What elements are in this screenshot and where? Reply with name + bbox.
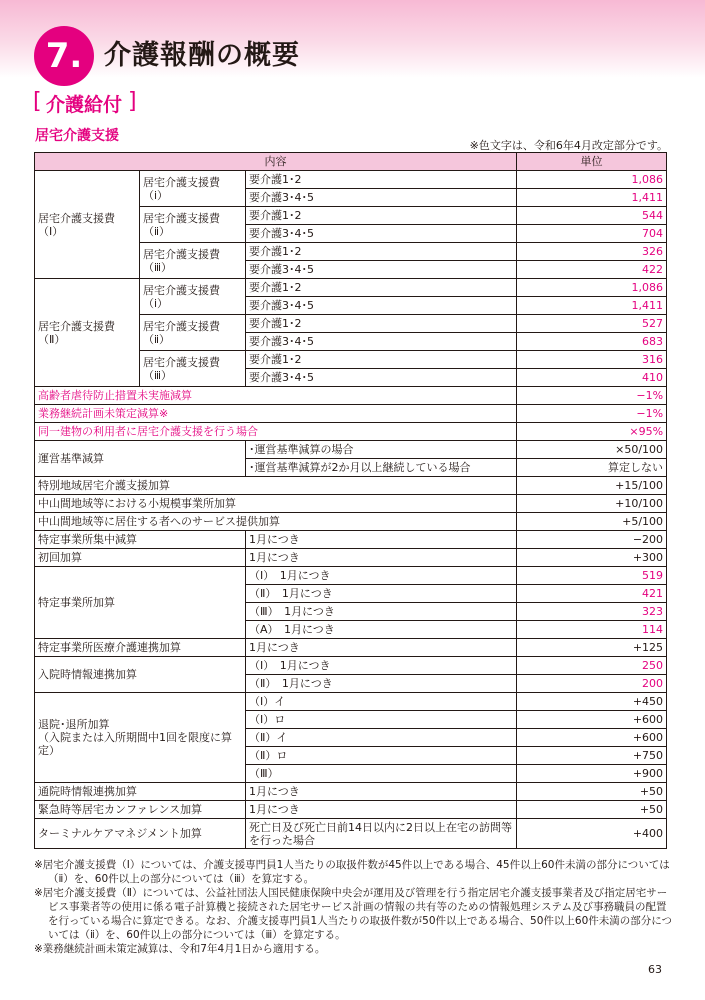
footnote: ※業務継続計画未策定減算は、令和7年4月1日から適用する。 — [34, 943, 326, 955]
chapter-title: 介護報酬の概要 — [104, 40, 300, 71]
condition: （Ⅰ）イ — [246, 693, 517, 711]
unit-value: −1% — [517, 387, 667, 405]
table-row — [35, 693, 667, 711]
row-label: 特定事業所医療介護連携加算 — [35, 639, 246, 657]
header-content: 内容 — [35, 153, 517, 171]
unit-value: +450 — [517, 693, 667, 711]
unit-value: ×95% — [517, 423, 667, 441]
row-label: 初回加算 — [35, 549, 246, 567]
chapter-number-badge: 7. — [34, 26, 94, 86]
table-header-row — [35, 153, 667, 171]
unit-value: ×50/100 — [517, 441, 667, 459]
row-label: 業務継続計画未策定減算※ — [35, 405, 517, 423]
fee-table — [34, 152, 667, 849]
care-level: 要介護1･2 — [246, 351, 517, 369]
condition: （Ⅱ）イ — [246, 729, 517, 747]
condition: （Ⅱ） 1月につき — [246, 675, 517, 693]
table-row — [35, 549, 667, 567]
unit-value: +900 — [517, 765, 667, 783]
unit-value: +5/100 — [517, 513, 667, 531]
care-level: 要介護1･2 — [246, 315, 517, 333]
condition: 1月につき — [246, 639, 517, 657]
unit-value: 算定しない — [517, 459, 667, 477]
unit-value: 519 — [517, 567, 667, 585]
row-label: ターミナルケアマネジメント加算 — [35, 819, 246, 849]
unit-value: +50 — [517, 801, 667, 819]
subgroup-label: 居宅介護支援費 （ⅲ） — [140, 351, 246, 387]
footnote: ※居宅介護支援費（Ⅰ）については、介護支援専門員1人当たりの取扱件数が45件以上である場合、45件以上60件未満の部分については（ⅱ）を、60件以上の部分については（ⅲ）を算定する。 — [34, 859, 670, 885]
unit-value: 1,411 — [517, 189, 667, 207]
table-row — [35, 513, 667, 531]
care-level: 要介護3･4･5 — [246, 333, 517, 351]
condition: （Ⅰ）ロ — [246, 711, 517, 729]
table-row — [35, 495, 667, 513]
page-number: 63 — [648, 963, 662, 976]
footnote: ※居宅介護支援費（Ⅱ）については、公益社団法人国民健康保険中央会が運用及び管理を行う指定居宅介護支援事業者及び指定居宅サービス事業者等の使用に係る電子計算機と接続された居宅サービス計画の情報の共有等のための情報処理システム及び事務職員の配置を行っている場合に算定できる。なお、介護支援専門員1人当たりの取扱件数が50件以上である場合、50件以上60件未満の部分については（ⅱ）を、60件以上の部分については（ⅲ）を算定する。 — [34, 887, 673, 941]
subgroup-label: 居宅介護支援費 （ⅲ） — [140, 243, 246, 279]
condition: 死亡日及び死亡日前14日以内に2日以上在宅の訪問等を行った場合 — [246, 819, 517, 849]
unit-value: −1% — [517, 405, 667, 423]
footnotes — [34, 858, 674, 956]
unit-value: +600 — [517, 711, 667, 729]
condition: （Ⅰ） 1月につき — [246, 567, 517, 585]
care-level: 要介護1･2 — [246, 279, 517, 297]
table-row — [35, 423, 667, 441]
table-row — [35, 279, 667, 297]
subgroup-label: 居宅介護支援費 （ⅱ） — [140, 207, 246, 243]
unit-value: 410 — [517, 369, 667, 387]
table-row — [35, 783, 667, 801]
condition: （Ⅰ） 1月につき — [246, 657, 517, 675]
table-row — [35, 387, 667, 405]
table-row — [35, 801, 667, 819]
condition: （Ⅱ）ロ — [246, 747, 517, 765]
subgroup-label: 居宅介護支援費 （ⅰ） — [140, 171, 246, 207]
unit-value: −200 — [517, 531, 667, 549]
section-bracket-right: ] — [128, 89, 137, 114]
care-level: 要介護3･4･5 — [246, 261, 517, 279]
table-row — [35, 171, 667, 189]
unit-value: 544 — [517, 207, 667, 225]
unit-value: 704 — [517, 225, 667, 243]
care-level: 要介護3･4･5 — [246, 225, 517, 243]
unit-value: +750 — [517, 747, 667, 765]
unit-value: 316 — [517, 351, 667, 369]
table-row — [35, 441, 667, 459]
table-row — [35, 477, 667, 495]
condition: （A） 1月につき — [246, 621, 517, 639]
header-unit: 単位 — [517, 153, 667, 171]
row-label: 入院時情報連携加算 — [35, 657, 246, 693]
unit-value: +300 — [517, 549, 667, 567]
row-label: 特別地域居宅介護支援加算 — [35, 477, 517, 495]
condition: 1月につき — [246, 783, 517, 801]
care-level: 要介護1･2 — [246, 243, 517, 261]
row-label: 中山間地域等における小規模事業所加算 — [35, 495, 517, 513]
table-row — [35, 639, 667, 657]
unit-value: 527 — [517, 315, 667, 333]
table-row — [35, 531, 667, 549]
row-label: 緊急時等居宅カンファレンス加算 — [35, 801, 246, 819]
condition: 1月につき — [246, 801, 517, 819]
subgroup-label: 居宅介護支援費 （ⅱ） — [140, 315, 246, 351]
condition: 1月につき — [246, 531, 517, 549]
table-row — [35, 405, 667, 423]
condition: ･運営基準減算の場合 — [246, 441, 517, 459]
condition: （Ⅱ） 1月につき — [246, 585, 517, 603]
unit-value: +50 — [517, 783, 667, 801]
row-label: 同一建物の利用者に居宅介護支援を行う場合 — [35, 423, 517, 441]
unit-value: 1,086 — [517, 279, 667, 297]
row-label: 特定事業所加算 — [35, 567, 246, 639]
unit-value: 1,086 — [517, 171, 667, 189]
row-label: 中山間地域等に居住する者へのサービス提供加算 — [35, 513, 517, 531]
unit-value: +10/100 — [517, 495, 667, 513]
unit-value: +600 — [517, 729, 667, 747]
unit-value: 683 — [517, 333, 667, 351]
group2-label: 居宅介護支援費 （Ⅱ） — [35, 279, 140, 387]
unit-value: 200 — [517, 675, 667, 693]
condition: （Ⅲ） — [246, 765, 517, 783]
unit-value: 326 — [517, 243, 667, 261]
revision-note: ※色文字は、令和6年4月改定部分です。 — [469, 139, 668, 152]
unit-value: 422 — [517, 261, 667, 279]
condition: ･運営基準減算が2か月以上継続している場合 — [246, 459, 517, 477]
care-level: 要介護3･4･5 — [246, 369, 517, 387]
row-label: 運営基準減算 — [35, 441, 246, 477]
care-level: 要介護3･4･5 — [246, 297, 517, 315]
sub-title: 居宅介護支援 — [35, 128, 119, 144]
care-level: 要介護1･2 — [246, 207, 517, 225]
row-label: 高齢者虐待防止措置未実施減算 — [35, 387, 517, 405]
unit-value: 114 — [517, 621, 667, 639]
row-label: 特定事業所集中減算 — [35, 531, 246, 549]
unit-value: 250 — [517, 657, 667, 675]
section-title: 介護給付 — [46, 94, 123, 116]
unit-value: +400 — [517, 819, 667, 849]
condition: 1月につき — [246, 549, 517, 567]
unit-value: +15/100 — [517, 477, 667, 495]
unit-value: 1,411 — [517, 297, 667, 315]
unit-value: 323 — [517, 603, 667, 621]
unit-value: +125 — [517, 639, 667, 657]
section-bracket-left: [ — [33, 89, 42, 114]
care-level: 要介護3･4･5 — [246, 189, 517, 207]
table-row — [35, 819, 667, 849]
care-level: 要介護1･2 — [246, 171, 517, 189]
table-row — [35, 657, 667, 675]
group1-label: 居宅介護支援費 （Ⅰ） — [35, 171, 140, 279]
row-label: 退院･退所加算 （入院または入所期間中1回を限度に算定） — [35, 693, 246, 783]
table-row — [35, 567, 667, 585]
condition: （Ⅲ） 1月につき — [246, 603, 517, 621]
subgroup-label: 居宅介護支援費 （ⅰ） — [140, 279, 246, 315]
unit-value: 421 — [517, 585, 667, 603]
row-label: 通院時情報連携加算 — [35, 783, 246, 801]
